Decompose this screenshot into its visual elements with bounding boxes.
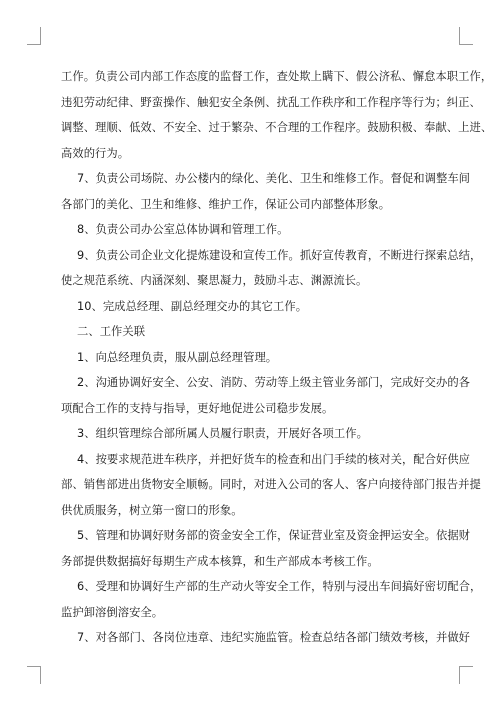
crop-mark-bottom-left-vertical: [40, 666, 41, 684]
text-line: 9、负责公司企业文化提炼建设和宣传工作。抓好宣传教育，不断进行探索总结，: [77, 249, 482, 262]
text-line: 各部门的美化、卫生和维修、维护工作，保证公司内部整体形象。: [61, 198, 391, 211]
text-line: 6、受理和协调好生产部的生产动火等安全工作，特别与浸出车间搞好密切配合，: [77, 580, 482, 593]
crop-mark-bottom-right-horizontal: [459, 666, 473, 667]
text-line: 部、销售部进出货物安全顺畅。同时，对进入公司的客人、客户向接待部门报告并提: [61, 478, 481, 491]
text-line: 7、负责公司场院、办公楼内的绿化、美化、卫生和维修工作。督促和调整车间: [77, 172, 471, 185]
text-line: 3、组织管理综合部所属人员履行职责，开展好各项工作。: [77, 427, 368, 440]
text-line: 工作。负责公司内部工作态度的监督工作，查处欺上瞒下、假公济私、懈怠本职工作，: [61, 70, 493, 83]
text-line: 调整、理顺、低效、不安全、过于繁杂、不合理的工作程序。鼓励积极、奉献、上进、: [61, 121, 493, 134]
text-line: 使之规范系统、内涵深刻、聚思凝力，鼓励斗志、渊源流长。: [61, 274, 368, 287]
text-line: 监护卸溶倒溶安全。: [61, 606, 164, 619]
text-line: 务部提供数据搞好每期生产成本核算，和生产部成本考核工作。: [61, 555, 379, 568]
text-line: 4、按要求规范进车秩序，并把好货车的检查和出门手续的核对关，配合好供应: [77, 453, 471, 466]
crop-mark-top-left-vertical: [40, 27, 41, 45]
text-line: 7、对各部门、各岗位违章、违纪实施监管。检查总结各部门绩效考核，并做好: [77, 631, 471, 644]
crop-mark-top-left-horizontal: [27, 44, 41, 45]
text-line: 违犯劳动纪律、野蛮操作、触犯安全条例、扰乱工作秩序和工作程序等行为；纠正、: [61, 96, 481, 109]
text-line: 10、完成总经理、副总经理交办的其它工作。: [77, 300, 308, 313]
section-heading: 二、工作关联: [77, 325, 146, 338]
text-line: 供优质服务，树立第一窗口的形象。: [61, 504, 243, 517]
crop-mark-bottom-right-vertical: [459, 666, 460, 684]
crop-mark-bottom-left-horizontal: [27, 666, 41, 667]
crop-mark-top-right-vertical: [459, 27, 460, 45]
text-line: 2、沟通协调好安全、公安、消防、劳动等上级主管业务部门，完成好交办的各: [77, 376, 471, 389]
text-line: 1、向总经理负责，服从副总经理管理。: [77, 351, 278, 364]
crop-mark-top-right-horizontal: [459, 44, 473, 45]
text-line: 项配合工作的支持与指导，更好地促进公司稳步发展。: [61, 402, 334, 415]
text-line: 8、负责公司办公室总体协调和管理工作。: [77, 223, 289, 236]
text-line: 高效的行为。: [61, 147, 130, 160]
text-line: 5、管理和协调好财务部的资金安全工作，保证营业室及资金押运安全。依据财: [77, 529, 471, 542]
